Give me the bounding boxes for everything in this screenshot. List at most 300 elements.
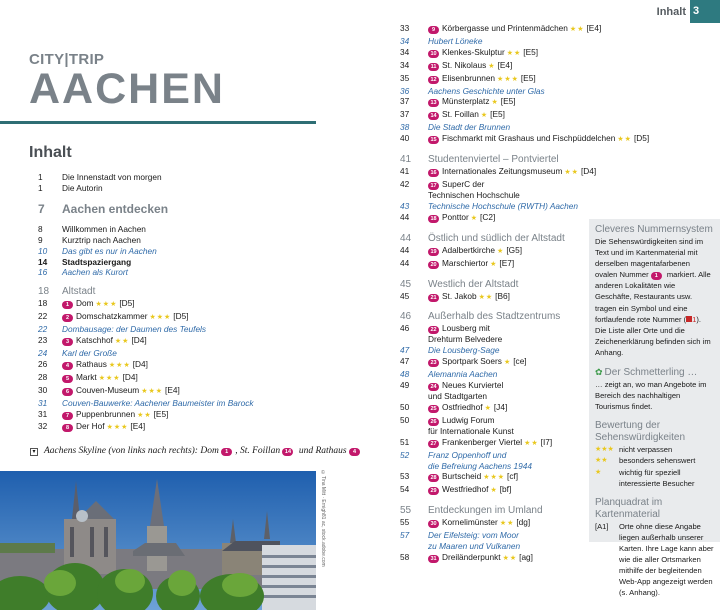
entry-title: Körbergasse und Printenmädchen — [442, 23, 568, 33]
rating-label: besonders sehenswert — [619, 456, 696, 466]
map-grid-ref: [E5] — [490, 109, 505, 120]
map-grid-ref: [C2] — [480, 211, 496, 222]
map-grid-ref: [E5] — [153, 408, 169, 419]
star-rating-icon: ★ — [490, 260, 498, 268]
grid-heading: Planquadrat im Kartenmaterial — [595, 496, 663, 520]
numbering-heading: Cleveres Nummernsystem — [595, 224, 713, 235]
page-ref: 9 — [38, 234, 43, 245]
star-rating-icon: ★★★ — [497, 75, 519, 83]
butterfly-heading — [595, 366, 714, 379]
star-rating-icon: ★★ — [114, 338, 130, 346]
page-ref: 24 — [38, 347, 48, 358]
entry-title: Elisenbrunnen — [442, 72, 496, 83]
toc-entry[interactable] — [398, 36, 638, 47]
legend-box — [589, 219, 720, 598]
star-rating-icon: ★★ — [506, 49, 522, 57]
entry-title: Aachen als Kurort — [62, 267, 128, 278]
toc-entry[interactable] — [398, 86, 638, 97]
entry-title: Couven-Museum — [76, 384, 140, 395]
poi-badge: 12 — [428, 76, 439, 84]
entry-title: Altstadt — [62, 286, 96, 298]
page-ref: 16 — [38, 267, 48, 278]
entry-body — [62, 183, 330, 194]
page-ref: 22 — [38, 311, 48, 322]
entry-body — [62, 372, 330, 385]
page-ref: 1 — [38, 182, 43, 193]
page-ref: 46 — [400, 323, 410, 334]
entry-title: Marschiertor — [442, 257, 489, 268]
map-grid-ref: [D4] — [132, 358, 148, 369]
toc-entry[interactable] — [398, 166, 638, 179]
star-rating-icon: ★ — [470, 214, 479, 222]
map-grid-ref: [ce] — [513, 356, 527, 367]
map-grid-ref: [E7] — [499, 257, 515, 268]
entry-title: Adalbertkirche — [442, 244, 496, 255]
entry-title: Fischmarkt mit Grashaus und Fischpüddelchen — [442, 133, 616, 144]
map-grid-ref: [D4] — [131, 335, 147, 346]
entry-title: St. Jakob — [442, 290, 477, 301]
butterfly-title: Der Schmetterling … — [604, 367, 698, 379]
entry-title: St. Foillan — [442, 109, 479, 120]
entry-title: Die Stadt der Brunnen — [428, 122, 511, 133]
star-rating-icon: ★★ — [502, 555, 518, 562]
photo-caption — [30, 446, 363, 456]
entry-body — [62, 246, 330, 257]
caption-text-2: , St. Foillan — [235, 446, 281, 456]
star-rating-icon: ★★★ — [98, 374, 121, 382]
page-ref: 7 — [38, 201, 45, 216]
entry-title: SuperC der — [442, 178, 485, 189]
page-ref: 36 — [400, 85, 410, 96]
poi-badge: 13 — [428, 99, 439, 107]
page-ref: 48 — [400, 369, 410, 380]
page-ref: 34 — [400, 59, 410, 70]
toc-left-column — [30, 172, 330, 434]
entry-title: die Befreiung Aachens 1944 — [428, 460, 532, 471]
poi-badge: 11 — [428, 63, 439, 71]
entry-body — [428, 201, 638, 212]
entry-title: Dreiländerpunkt — [442, 552, 501, 562]
entry-title: Alemannia Aachen — [428, 369, 498, 380]
page-ref: 57 — [400, 530, 410, 541]
page-ref: 37 — [400, 109, 410, 120]
page-ref: 44 — [400, 232, 412, 244]
page-ref: 37 — [400, 96, 410, 107]
toc-entry[interactable] — [30, 298, 330, 311]
page-ref: 10 — [38, 245, 48, 256]
toc-entry[interactable] — [30, 201, 330, 217]
brand-logo — [29, 51, 225, 113]
entry-title: Entdeckungen im Umland — [428, 505, 543, 517]
poi-badge: 1 — [651, 272, 662, 280]
numbering-text-1: Die Sehenswürdigkeiten sind im Text und im Kartenmaterial mit derselben magentafarbenen ovalen Nummer — [595, 237, 704, 280]
map-grid-ref: [I7] — [540, 436, 553, 447]
entry-title: Rathaus — [76, 358, 107, 369]
map-grid-ref: [G5] — [506, 244, 523, 255]
toc-entry[interactable] — [30, 172, 330, 183]
toc-entry[interactable] — [30, 372, 330, 385]
entry-title: Dombausage: der Daumen des Teufels — [62, 324, 207, 335]
poi-badge: 19 — [428, 248, 439, 256]
star-rating-icon: ★ — [484, 404, 492, 412]
toc-entry[interactable] — [30, 235, 330, 246]
entry-body — [62, 298, 330, 311]
poi-badge: 26 — [428, 418, 439, 426]
rating-item — [595, 444, 714, 455]
poi-badge: 5 — [62, 375, 73, 383]
page-ref: 45 — [400, 278, 412, 290]
toc-entry[interactable] — [398, 179, 638, 190]
toc-entry[interactable] — [398, 122, 638, 133]
toc-entry[interactable] — [30, 398, 330, 409]
star-rating-icon: ★★★ — [149, 314, 172, 322]
map-grid-ref: [D5] — [633, 133, 650, 144]
entry-title: Der Eifelsteig: vom Moor — [428, 530, 519, 541]
rating-list — [595, 444, 714, 488]
entry-title: Katschhof — [76, 335, 113, 346]
grid-code: [A1] — [595, 521, 609, 531]
poi-badge: 27 — [428, 440, 439, 448]
star-rating-icon: ★★ — [137, 411, 152, 419]
entry-title: Der Hof — [76, 421, 105, 432]
rating-item — [595, 467, 714, 489]
page-ref: 28 — [38, 371, 48, 382]
poi-badge: 20 — [428, 261, 439, 269]
entry-body — [62, 324, 330, 335]
entry-title: Markt — [76, 371, 97, 382]
entry-title: Frankenberger Viertel — [442, 436, 523, 447]
entry-title: Die Innenstadt von morgen — [62, 172, 162, 182]
map-grid-ref: [E5] — [523, 46, 539, 57]
entry-body — [428, 86, 638, 97]
rating-label: nicht verpassen — [619, 445, 673, 455]
rating-item — [595, 455, 714, 466]
star-rating-icon: ★★★ — [106, 424, 129, 432]
page-ref: 33 — [400, 23, 410, 33]
grid-legend — [595, 521, 714, 599]
entry-title: Studentenviertel – Pontviertel — [428, 154, 559, 166]
entry-body — [428, 133, 649, 146]
toc-entry[interactable] — [30, 348, 330, 359]
entry-title: Westfriedhof — [442, 484, 489, 495]
map-grid-ref: [B6] — [495, 290, 510, 301]
page-ref: 55 — [400, 505, 412, 517]
entry-title: Drehturm Belvedere — [428, 334, 503, 345]
entry-title: Lousberg mit — [442, 323, 490, 334]
toc-entry[interactable] — [398, 96, 638, 109]
page-ref: 8 — [38, 223, 43, 234]
numbering-text — [595, 236, 714, 358]
star-rating-icon: ★ — [497, 247, 505, 255]
page-ref: 50 — [400, 414, 410, 425]
page-ref: 52 — [400, 449, 410, 460]
entry-body — [428, 166, 638, 179]
page-ref: 1 — [38, 172, 43, 182]
map-grid-ref: [E4] — [497, 59, 513, 70]
poi-badge: 6 — [62, 388, 73, 396]
poi-badge: 10 — [428, 50, 439, 58]
toc-entry[interactable] — [30, 257, 330, 268]
toc-heading: Inhalt — [29, 144, 72, 161]
toc-entry[interactable] — [30, 335, 330, 348]
entry-body — [428, 36, 638, 47]
page-ref: 31 — [38, 408, 48, 419]
star-rating-icon: ★★★ — [95, 301, 118, 309]
page-ref: 44 — [400, 244, 410, 255]
map-grid-ref: [cf] — [507, 471, 519, 482]
poi-badge: 15 — [428, 136, 439, 144]
poi-badge: 3 — [62, 338, 73, 346]
page-ref: 26 — [38, 358, 48, 369]
entry-title: Ostfriedhof — [442, 401, 483, 412]
star-rating-icon: ★★ — [617, 136, 632, 144]
poi-badge: 17 — [428, 182, 439, 190]
entry-body — [62, 409, 330, 422]
page-ref: 22 — [38, 324, 48, 335]
poi-badge: 22 — [428, 326, 439, 334]
page-ref: 55 — [400, 517, 410, 528]
entry-title: Münsterplatz — [442, 96, 490, 107]
page-ref: 30 — [38, 384, 48, 395]
page-ref: 49 — [400, 380, 410, 391]
rating-heading: Bewertung der Sehenswürdigkeiten — [595, 420, 686, 444]
toc-entry[interactable] — [398, 47, 638, 60]
entry-title: Ponttor — [442, 211, 469, 222]
toc-entry[interactable] — [30, 324, 330, 335]
page-number: 3 — [690, 0, 720, 23]
star-rating-icon: ★ — [595, 468, 602, 476]
page-ref: 43 — [400, 200, 410, 211]
entry-title: Couven-Bauwerke: Aachener Baumeister im Barock — [62, 397, 254, 408]
entry-body — [62, 359, 330, 372]
star-rating-icon: ★★ — [478, 293, 494, 301]
page-ref: 35 — [400, 72, 410, 83]
star-rating-icon: ★ — [491, 99, 499, 107]
poi-badge: 23 — [428, 359, 439, 367]
entry-title: Technische Hochschule (RWTH) Aachen — [428, 200, 579, 211]
toc-entry[interactable] — [30, 267, 330, 278]
map-grid-ref: [D4] — [580, 166, 597, 177]
grid-text: Orte ohne diese Angabe liegen außerhalb unserer Karten. Ihre Lage kann aber wie die aller Ortsmarken mithilfe der begleitenden Web-App angezeigt werden (s. Anhang). — [619, 521, 714, 598]
entry-title: Die Autorin — [62, 182, 103, 193]
map-grid-ref: [D4] — [122, 371, 138, 382]
poi-badge: 2 — [62, 314, 73, 322]
toc-entry[interactable] — [30, 311, 330, 324]
toc-entry[interactable] — [398, 133, 650, 146]
toc-entry[interactable] — [30, 183, 330, 194]
entry-body — [428, 23, 638, 36]
page-ref: 44 — [400, 211, 410, 222]
entry-title: Karl der Große — [62, 347, 117, 358]
entry-title: Außerhalb des Stadtzentrums — [428, 311, 561, 323]
page-ref: 54 — [400, 484, 410, 495]
star-rating-icon: ★ — [480, 112, 489, 120]
toc-entry[interactable] — [398, 23, 638, 36]
entry-body — [428, 153, 638, 166]
poi-badge: 30 — [428, 520, 439, 528]
entry-body — [62, 385, 330, 398]
butterfly-text: … zeigt an, wo man Angebote im Bereich des nachhaltigen Tourismus findet. — [595, 380, 707, 412]
toc-entry[interactable] — [30, 224, 330, 235]
map-grid-ref: [dg] — [516, 517, 531, 528]
star-rating-icon: ★★ — [499, 520, 515, 528]
map-grid-ref: [ag] — [519, 552, 533, 562]
entry-body — [428, 73, 638, 86]
page-ref: 14 — [38, 256, 48, 267]
entry-title: Willkommen in Aachen — [62, 223, 146, 234]
entry-title: Hubert Löneke — [428, 35, 483, 46]
star-rating-icon: ★★ — [569, 26, 585, 33]
map-grid-ref: [D5] — [173, 311, 189, 322]
toc-entry[interactable] — [30, 385, 330, 398]
entry-body — [428, 47, 638, 60]
entry-body — [62, 224, 330, 235]
entry-body — [62, 398, 330, 409]
poi-badge: 14 — [428, 112, 439, 120]
map-grid-ref: [E4] — [586, 23, 602, 33]
entry-body — [62, 311, 330, 324]
entry-body — [428, 60, 638, 73]
entry-title: Puppenbrunnen — [76, 408, 136, 419]
entry-body — [428, 109, 638, 122]
poi-badge: 7 — [62, 412, 73, 420]
entry-title: Östlich und südlich der Altstadt — [428, 232, 565, 244]
title-rule — [0, 121, 316, 124]
map-grid-ref: [E4] — [130, 421, 146, 432]
rating-label: wichtig für speziell interessierte Besucher — [619, 467, 695, 488]
toc-entry[interactable] — [30, 421, 330, 434]
toc-entry[interactable] — [398, 190, 638, 201]
page-ref: 42 — [400, 178, 410, 189]
toc-entry[interactable] — [30, 285, 330, 298]
poi-badge: 18 — [428, 215, 439, 223]
entry-title: Internationales Zeitungsmuseum — [442, 166, 563, 177]
star-rating-icon: ★★★ — [483, 474, 506, 482]
toc-entry[interactable] — [398, 60, 638, 73]
toc-entry[interactable] — [30, 246, 330, 257]
entry-title: Franz Oppenhoff und — [428, 449, 507, 460]
entry-body — [62, 235, 330, 246]
entry-title: und Stadtgarten — [428, 391, 488, 402]
photo-credit: ©Tina Mitt · Ernigh81 ac, stock.adobe.com — [320, 470, 326, 567]
series-name: CITY|TRIP — [29, 51, 105, 68]
entry-body — [428, 96, 638, 109]
star-rating-icon: ★★ — [564, 169, 579, 177]
caption-arrow-icon: ▾ — [30, 448, 38, 456]
star-rating-icon: ★★★ — [595, 446, 614, 454]
entry-title: Klenkes-Skulptur — [442, 46, 505, 57]
entry-body — [62, 335, 330, 348]
entry-body — [62, 285, 330, 298]
star-rating-icon: ★ — [503, 359, 512, 367]
page-ref: 50 — [400, 401, 410, 412]
entry-title: Stadtspaziergang — [62, 256, 132, 267]
page-ref: 34 — [400, 35, 410, 46]
star-rating-icon: ★★★ — [108, 361, 131, 369]
entry-title: Ludwig Forum — [442, 414, 495, 425]
entry-title: Die Lousberg-Sage — [428, 345, 500, 356]
running-header — [657, 0, 720, 23]
butterfly-icon: ✿ — [595, 367, 603, 378]
poi-badge: 24 — [428, 383, 439, 391]
poi-badge: 25 — [428, 405, 439, 413]
map-grid-ref: [bf] — [499, 484, 512, 495]
poi-badge: 31 — [428, 555, 439, 563]
page-ref: 38 — [400, 122, 410, 133]
entry-title: Burtscheid — [442, 471, 482, 482]
skyline-photo — [0, 471, 316, 610]
entry-title: Dom — [76, 298, 94, 309]
page-ref: 34 — [400, 46, 410, 57]
poi-badge: 29 — [428, 487, 439, 495]
page-ref: 53 — [400, 471, 410, 482]
page-ref: 47 — [400, 356, 410, 367]
page-ref: 40 — [400, 133, 410, 144]
entry-title: Kurztrip nach Aachen — [62, 234, 141, 245]
star-rating-icon: ★ — [488, 62, 496, 70]
poi-badge: 1 — [62, 301, 73, 309]
toc-entry[interactable] — [398, 201, 638, 212]
entry-title: Kornelimünster — [442, 517, 498, 528]
entry-title: Technischen Hochschule — [428, 189, 520, 200]
page-ref: 41 — [400, 154, 412, 166]
poi-badge: 9 — [428, 26, 439, 34]
page-ref: 41 — [400, 166, 410, 177]
city-title: AACHEN — [29, 65, 225, 113]
map-grid-ref: [E4] — [165, 384, 180, 395]
entry-title: für Internationale Kunst — [428, 425, 514, 436]
toc-entry[interactable] — [398, 109, 638, 122]
page-ref: 45 — [400, 290, 410, 301]
entry-body — [62, 201, 330, 217]
page-ref: 32 — [38, 421, 48, 432]
poi-badge: 1 — [221, 448, 232, 456]
poi-badge: 8 — [62, 424, 73, 432]
poi-badge: 21 — [428, 294, 439, 302]
poi-badge: 4 — [349, 448, 360, 456]
map-grid-ref: [J4] — [493, 401, 508, 412]
poi-badge: 16 — [428, 169, 439, 177]
caption-text-3: und Rathaus — [296, 446, 347, 456]
entry-body — [62, 172, 330, 183]
page-ref: 51 — [400, 436, 410, 447]
star-rating-icon: ★★★ — [141, 387, 164, 395]
page-ref: 58 — [400, 552, 410, 562]
page-ref: 46 — [400, 311, 412, 323]
poi-badge: 14 — [282, 448, 293, 456]
toc-entry[interactable] — [398, 153, 638, 166]
caption-text-1: Aachens Skyline (von links nach rechts): Dom — [44, 446, 219, 456]
entry-title: zu Maaren und Vulkanen — [428, 541, 521, 552]
entry-body — [62, 267, 330, 278]
toc-entry[interactable] — [30, 359, 330, 372]
entry-body — [428, 179, 638, 190]
entry-title: Sportpark Soers — [442, 356, 502, 367]
numbering-text-3: ). Die Liste aller Orte und die Zeichenerklärung befinden sich im Anhang. — [595, 314, 711, 357]
toc-entry[interactable] — [30, 409, 330, 422]
entry-body — [428, 122, 638, 133]
entry-body — [62, 421, 330, 434]
page-ref: 18 — [38, 286, 50, 298]
entry-title: Aachen entdecken — [62, 201, 169, 216]
page-ref: 31 — [38, 397, 48, 408]
entry-title: Westlich der Altstadt — [428, 278, 519, 290]
map-grid-ref: [D5] — [119, 298, 135, 309]
page-ref: 23 — [38, 335, 48, 346]
page-ref: 44 — [400, 257, 410, 268]
toc-entry[interactable] — [398, 73, 638, 86]
map-grid-ref: [E5] — [500, 96, 516, 107]
